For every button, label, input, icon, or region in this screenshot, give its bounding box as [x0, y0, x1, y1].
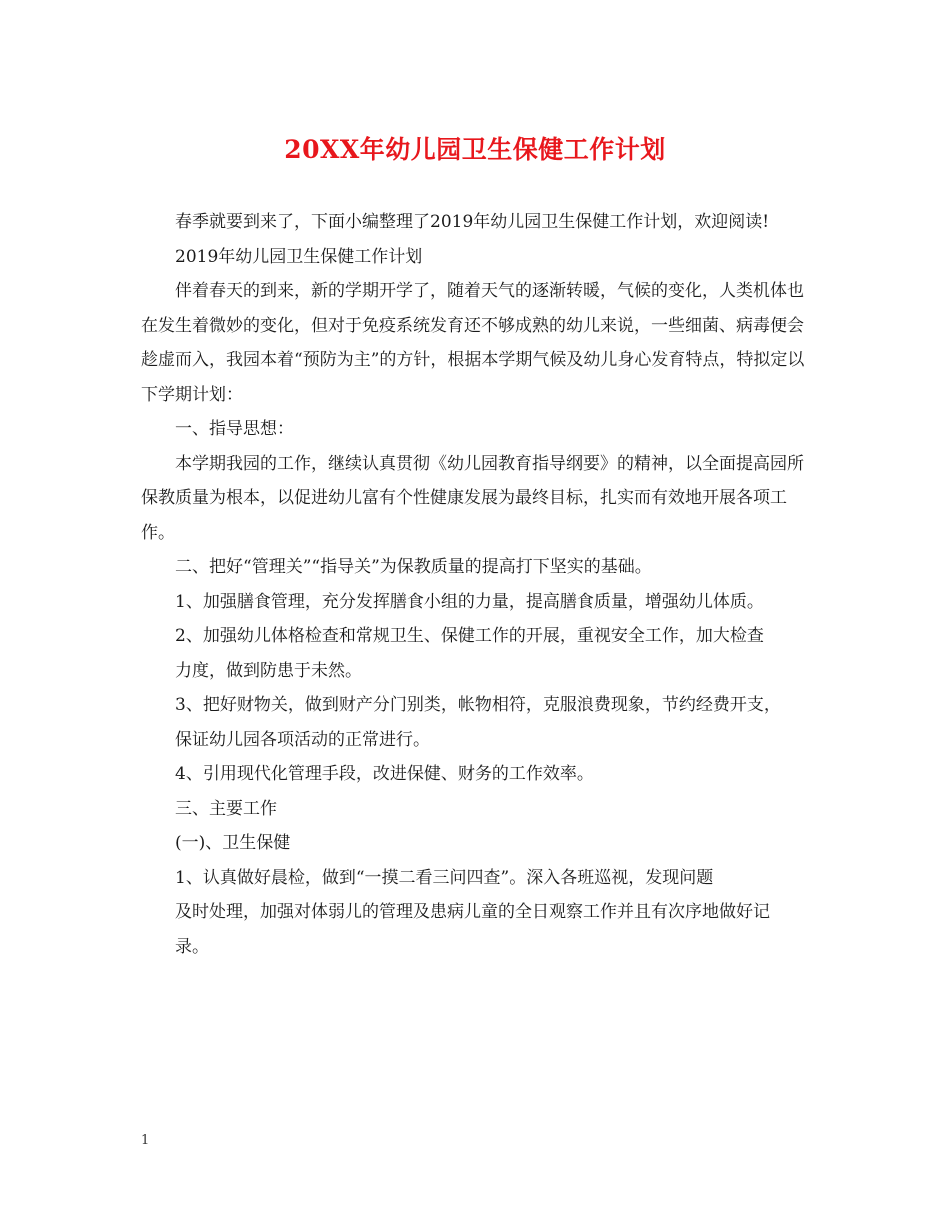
list-item-modern-management: 4、引用现代化管理手段，改进保健、财务的工作效率。 [175, 764, 594, 784]
document-body [141, 205, 813, 964]
list-item-morning-check-cont: 及时处理，加强对体弱儿的管理及患病儿童的全日观察工作并且有次序地做好记 [175, 902, 770, 922]
paragraph-intro: 春季就要到来了，下面小编整理了2019年幼儿园卫生保健工作计划，欢迎阅读! [175, 212, 770, 232]
paragraph-preface: 伴着春天的到来，新的学期开学了，随着天气的逐渐转暖，气候的变化，人类机体也在发生着微妙的变化，但对于免疫系统发育还不够成熟的幼儿来说，一些细菌、病毒便会趁虚而入，我园本着“预防为主”的方针，根据本学期气候及幼儿身心发育特点，特拟定以下学期计划： [141, 281, 805, 405]
section-heading-management: 二、把好“管理关”“指导关”为保教质量的提高打下坚实的基础。 [175, 557, 652, 577]
list-item-health-checks: 2、加强幼儿体格检查和常规卫生、保健工作的开展，重视安全工作，加大检查 [175, 626, 764, 646]
list-item-morning-check-end: 录。 [175, 936, 209, 957]
list-item-finance-cont: 保证幼儿园各项活动的正常进行。 [175, 729, 430, 750]
section-heading-guiding-ideology: 一、指导思想： [175, 419, 294, 439]
document-title: 20XX年幼儿园卫生保健工作计划 [284, 135, 666, 164]
subsection-heading-health-care: (一)、卫生保健 [175, 833, 291, 853]
list-item-diet-management: 1、加强膳食管理，充分发挥膳食小组的力量，提高膳食质量，增强幼儿体质。 [175, 591, 764, 612]
section-heading-main-work: 三、主要工作 [175, 798, 277, 819]
paragraph-guiding-ideology: 本学期我园的工作，继续认真贯彻《幼儿园教育指导纲要》的精神，以全面提高园所保教质量为根本，以促进幼儿富有个性健康发展为最终目标，扎实而有效地开展各项工作。 [141, 453, 804, 543]
list-item-morning-check: 1、认真做好晨检，做到“一摸二看三问四查”。深入各班巡视，发现问题 [175, 867, 714, 888]
list-item-finance: 3、把好财物关，做到财产分门别类，帐物相符，克服浪费现象，节约经费开支， [175, 695, 781, 715]
list-item-health-checks-cont: 力度，做到防患于未然。 [175, 660, 362, 681]
page-number: 1 [141, 1133, 150, 1148]
paragraph-plan-heading: 2019年幼儿园卫生保健工作计划 [175, 246, 423, 267]
